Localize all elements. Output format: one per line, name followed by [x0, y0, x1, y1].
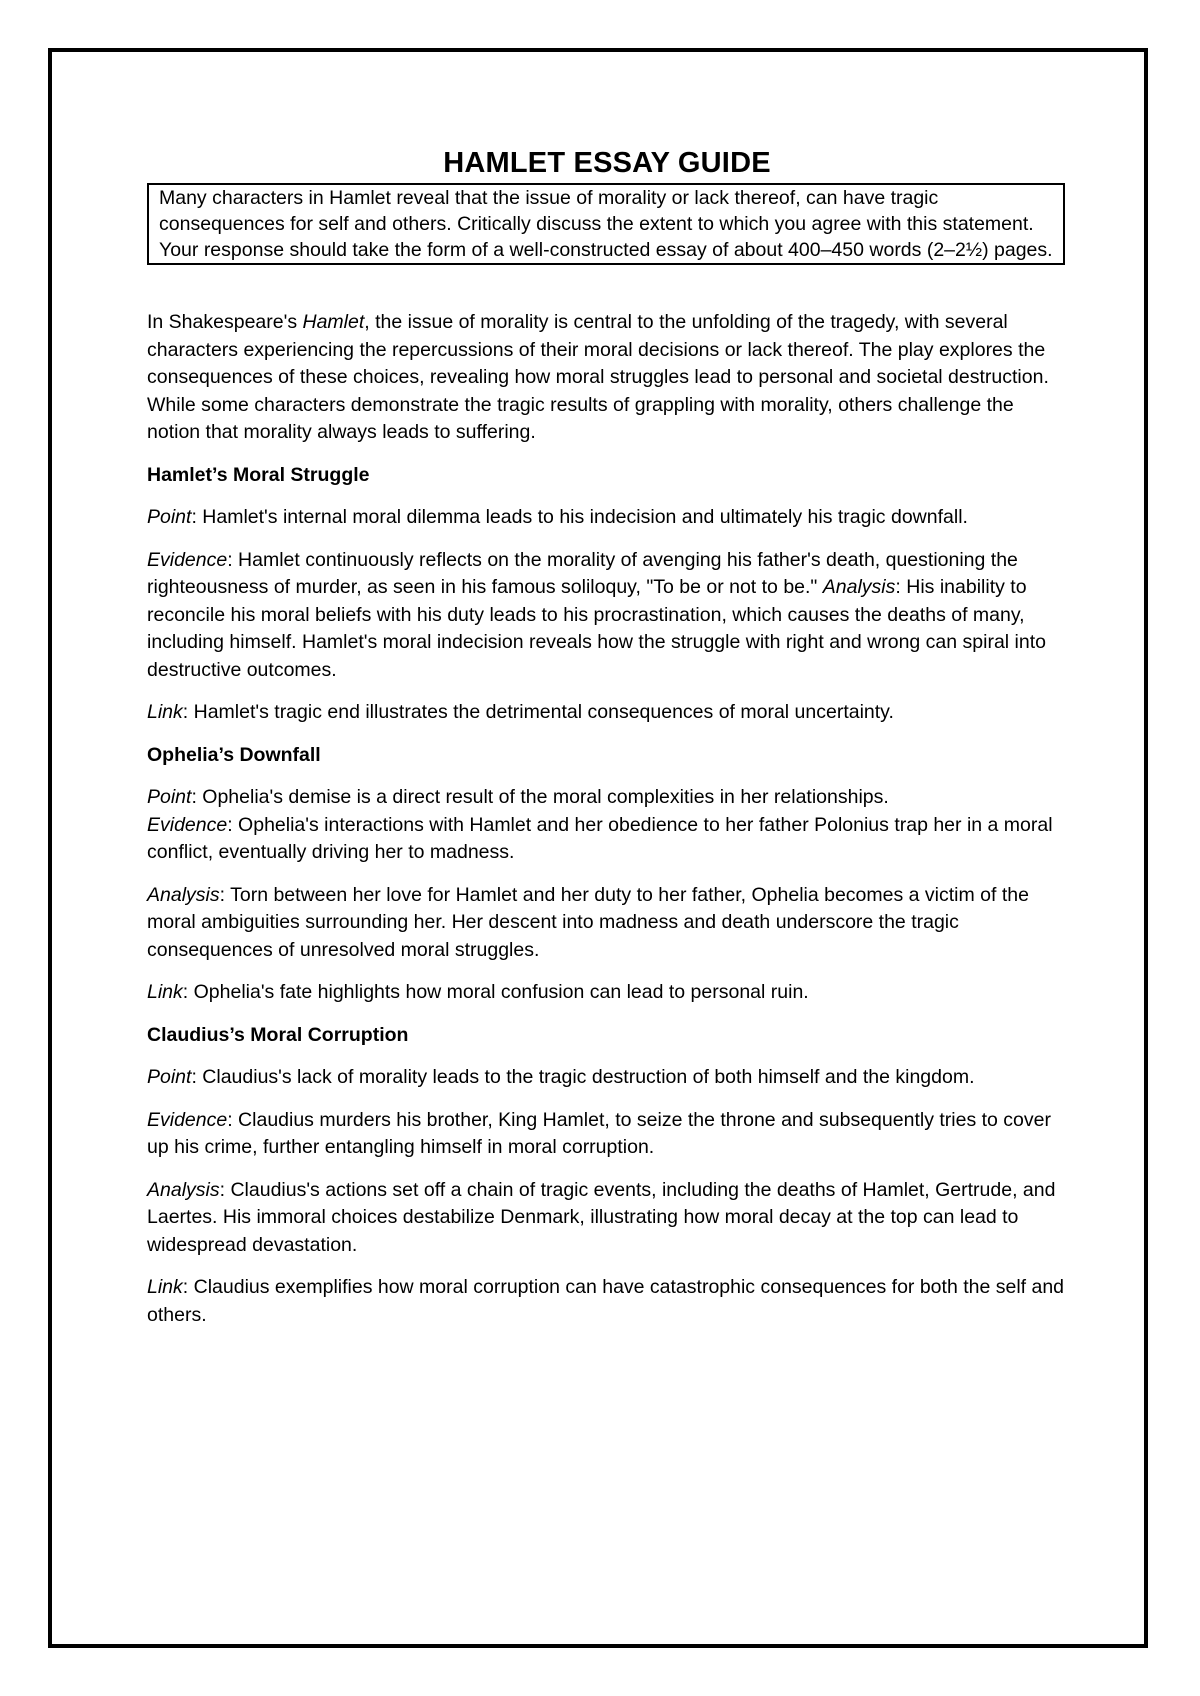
ophelia-evidence-text: : Ophelia's interactions with Hamlet and her obedience to her father Polonius trap her in a moral conflict, eventually driving her to madness.	[147, 813, 1053, 863]
ophelia-analysis	[147, 882, 1067, 965]
section-heading-hamlet: Hamlet’s Moral Struggle	[147, 463, 370, 486]
claudius-analysis-text: : Claudius's actions set off a chain of tragic events, including the deaths of Hamlet, Gertrude, and Laertes. His immoral choices destabilize Denmark, illustrating how moral decay at the top can lead to widespread devastation.	[147, 1178, 1056, 1256]
intro-text-before: In Shakespeare's	[147, 311, 303, 333]
hamlet-evidence-text: : Hamlet continuously reflects on the morality of avenging his father's death, questioning the righteousness of murder, as seen in his famous soliloquy, "To be or not to be."	[147, 548, 1018, 598]
evidence-label: Evidence	[147, 548, 228, 571]
ophelia-link-text: : Ophelia's fate highlights how moral confusion can lead to personal ruin.	[182, 981, 809, 1003]
intro-text-after: , the issue of morality is central to the unfolding of the tragedy, with several characters experiencing the repercussions of their moral decisions or lack thereof. The play explores the consequences of these choices, revealing how moral struggles lead to personal and societal destruction. While some characters demonstrate the tragic results of grappling with morality, others challenge the notion that morality always leads to suffering.	[147, 311, 1049, 443]
section-heading-claudius: Claudius’s Moral Corruption	[147, 1023, 409, 1046]
intro-paragraph	[147, 309, 1067, 447]
section-heading-ophelia: Ophelia’s Downfall	[147, 743, 321, 766]
claudius-link-text: : Claudius exemplifies how moral corruption can have catastrophic consequences for both the self and others.	[147, 1276, 1065, 1326]
analysis-label: Analysis	[147, 1178, 220, 1201]
essay-prompt-box	[147, 183, 1065, 265]
hamlet-link	[147, 699, 1067, 727]
evidence-label: Evidence	[147, 813, 228, 836]
link-label: Link	[147, 981, 183, 1003]
claudius-evidence	[147, 1107, 1067, 1162]
claudius-point	[147, 1064, 1067, 1092]
point-label: Point	[147, 786, 192, 808]
hamlet-point-text: : Hamlet's internal moral dilemma leads to his indecision and ultimately his tragic downfall.	[191, 506, 968, 528]
essay-prompt: Many characters in Hamlet reveal that the issue of morality or lack thereof, can have tragic consequences for self and others. Critically discuss the extent to which you agree with this statement. Your response should take the form of a well-constructed essay of about 400–450 words (2–2½) pages.	[159, 187, 1053, 261]
hamlet-analysis-text: : His inability to reconcile his moral beliefs with his duty leads to his procrastination, which causes the deaths of many, including himself. Hamlet's moral indecision reveals how the struggle with right and wrong can spiral into destructive outcomes.	[147, 576, 1046, 681]
analysis-label: Analysis	[822, 576, 896, 598]
claudius-point-text: : Claudius's lack of morality leads to the tragic destruction of both himself and the kingdom.	[191, 1066, 975, 1088]
link-label: Link	[147, 1276, 183, 1298]
point-label: Point	[147, 1066, 192, 1088]
link-label: Link	[147, 701, 183, 723]
ophelia-evidence	[147, 812, 1067, 867]
hamlet-evidence-analysis	[147, 547, 1067, 685]
hamlet-point	[147, 504, 1067, 532]
ophelia-link	[147, 979, 1067, 1007]
document-body	[147, 143, 1067, 1329]
ophelia-point	[147, 784, 1067, 812]
claudius-evidence-text: : Claudius murders his brother, King Hamlet, to seize the throne and subsequently tries to cover up his crime, further entangling himself in moral corruption.	[147, 1108, 1051, 1158]
intro-play-title: Hamlet	[302, 311, 365, 333]
claudius-link	[147, 1274, 1067, 1329]
hamlet-link-text: : Hamlet's tragic end illustrates the detrimental consequences of moral uncertainty.	[182, 701, 894, 723]
page-title: HAMLET ESSAY GUIDE	[443, 147, 771, 179]
ophelia-analysis-text: : Torn between her love for Hamlet and her duty to her father, Ophelia becomes a victim of the moral ambiguities surrounding her. Her descent into madness and death underscore the tragic consequences of unresolved moral struggles.	[147, 883, 1029, 961]
ophelia-point-text: : Ophelia's demise is a direct result of the moral complexities in her relationships.	[191, 786, 889, 808]
claudius-analysis	[147, 1177, 1067, 1260]
evidence-label: Evidence	[147, 1108, 228, 1131]
analysis-label: Analysis	[147, 883, 220, 906]
point-label: Point	[147, 506, 192, 528]
